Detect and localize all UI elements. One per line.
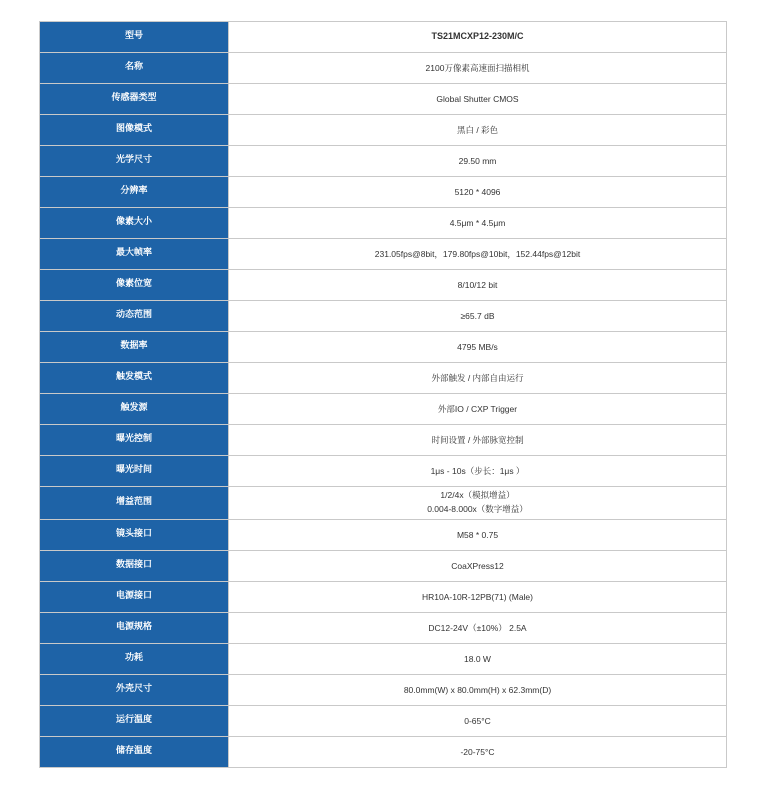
row-label: 传感器类型	[40, 84, 229, 115]
table-row-data-rate	[40, 332, 727, 363]
row-value: TS21MCXP12-230M/C	[229, 22, 727, 53]
table-row-max-frame-rate	[40, 239, 727, 270]
row-label: 图像模式	[40, 115, 229, 146]
table-row-sensor-type	[40, 84, 727, 115]
row-value: 0-65°C	[229, 706, 727, 737]
row-value: Global Shutter CMOS	[229, 84, 727, 115]
row-label: 曝光控制	[40, 425, 229, 456]
row-label: 像素大小	[40, 208, 229, 239]
row-value: 2100万像素高速面扫描相机	[229, 53, 727, 84]
table-row-image-mode	[40, 115, 727, 146]
table-row-model	[40, 22, 727, 53]
row-value: 231.05fps@8bit，179.80fps@10bit，152.44fps@12bit	[229, 239, 727, 270]
row-value: 80.0mm(W) x 80.0mm(H) x 62.3mm(D)	[229, 675, 727, 706]
table-row-resolution	[40, 177, 727, 208]
table-row-housing-size	[40, 675, 727, 706]
row-label: 电源规格	[40, 613, 229, 644]
table-row-storage-temperature	[40, 737, 727, 768]
table-row-operating-temperature	[40, 706, 727, 737]
table-row-exposure-time	[40, 456, 727, 487]
table-row-power-connector	[40, 582, 727, 613]
spec-table	[39, 21, 727, 768]
row-value: 4.5μm * 4.5μm	[229, 208, 727, 239]
row-value: ≥65.7 dB	[229, 301, 727, 332]
row-label: 镜头接口	[40, 520, 229, 551]
row-label: 动态范围	[40, 301, 229, 332]
row-value: 4795 MB/s	[229, 332, 727, 363]
row-label: 触发源	[40, 394, 229, 425]
row-value: -20-75°C	[229, 737, 727, 768]
row-label: 功耗	[40, 644, 229, 675]
row-label: 外壳尺寸	[40, 675, 229, 706]
table-row-pixel-bit-depth	[40, 270, 727, 301]
row-value: 29.50 mm	[229, 146, 727, 177]
row-value: 5120 * 4096	[229, 177, 727, 208]
row-value: 18.0 W	[229, 644, 727, 675]
row-value-line: 0.004-8.000x（数字增益）	[427, 504, 528, 514]
row-label: 光学尺寸	[40, 146, 229, 177]
table-row-dynamic-range	[40, 301, 727, 332]
row-value: 8/10/12 bit	[229, 270, 727, 301]
row-label: 数据接口	[40, 551, 229, 582]
table-row-trigger-mode	[40, 363, 727, 394]
row-label: 增益范围	[40, 487, 229, 520]
table-row-pixel-size	[40, 208, 727, 239]
row-value	[229, 487, 727, 520]
table-row-exposure-control	[40, 425, 727, 456]
row-label: 运行温度	[40, 706, 229, 737]
row-label: 分辨率	[40, 177, 229, 208]
row-label: 电源接口	[40, 582, 229, 613]
table-row-power-spec	[40, 613, 727, 644]
row-label: 像素位宽	[40, 270, 229, 301]
row-value: DC12-24V（±10%） 2.5A	[229, 613, 727, 644]
row-value: 外部IO / CXP Trigger	[229, 394, 727, 425]
table-row-optical-size	[40, 146, 727, 177]
table-row-gain-range	[40, 487, 727, 520]
table-row-lens-mount	[40, 520, 727, 551]
row-label: 最大帧率	[40, 239, 229, 270]
table-row-trigger-source	[40, 394, 727, 425]
row-value: 外部触发 / 内部自由运行	[229, 363, 727, 394]
row-value: HR10A-10R-12PB(71) (Male)	[229, 582, 727, 613]
row-value: 黑白 / 彩色	[229, 115, 727, 146]
row-label: 曝光时间	[40, 456, 229, 487]
row-label: 名称	[40, 53, 229, 84]
table-row-name	[40, 53, 727, 84]
row-value: CoaXPress12	[229, 551, 727, 582]
row-value: 1μs - 10s（步长：1μs ）	[229, 456, 727, 487]
row-label: 数据率	[40, 332, 229, 363]
row-label: 型号	[40, 22, 229, 53]
table-row-data-interface	[40, 551, 727, 582]
row-value: 时间设置 / 外部脉宽控制	[229, 425, 727, 456]
row-label: 触发模式	[40, 363, 229, 394]
row-value-line: 1/2/4x（模拟增益）	[440, 490, 515, 501]
row-value: M58 * 0.75	[229, 520, 727, 551]
table-row-power-consumption	[40, 644, 727, 675]
row-label: 储存温度	[40, 737, 229, 768]
